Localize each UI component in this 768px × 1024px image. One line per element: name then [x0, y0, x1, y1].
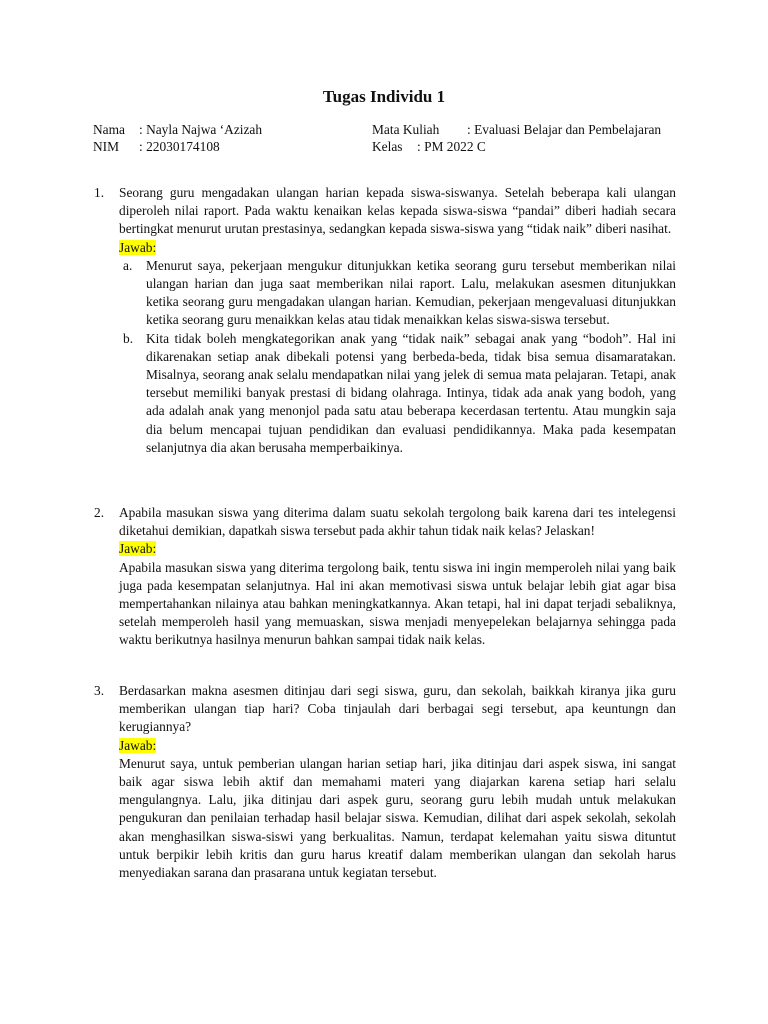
question-text: Berdasarkan makna asesmen ditinjau dari segi siswa, guru, dan sekolah, baikkah kiranya jika guru memberikan ulangan tiap hari? Coba tinjaulah dari berbagai segi tersebut, apa keuntungn dan kerugiannya?	[119, 683, 676, 735]
answer-label: Jawab:	[119, 541, 157, 557]
class-value: : PM 2022 C	[417, 139, 486, 154]
question-number: 1.	[94, 185, 105, 200]
course-row	[372, 122, 661, 138]
answer-item-text: Kita tidak boleh mengkategorikan anak yang “tidak naik” sebagai anak yang “bodoh”. Hal ini dikarenakan setiap anak dibekali potensi yang berbeda-beda, tidak bisa semua disamaratakan. Misalnya, seorang anak selalu mendapatkan nilai yang jelek di semua mata pelajaran. Tetapi, anak tersebut memiliki banyak prestasi di bidang olahraga. Intinya, tidak ada anak yang bodoh, yang ada adalah anak yang menonjol pada satu atau beberapa kecerdasan tertentu. Atau mungkin saja dia belum mencapai tujuan pendidikan dan evaluasi pendidikannya. Maka pada kesempatan selanjutnya dia akan berusaha memperbaikinya.	[146, 330, 676, 455]
question-1	[94, 184, 676, 457]
course-value: : Evaluasi Belajar dan Pembelajaran	[467, 122, 662, 137]
nim-value: : 22030174108	[139, 139, 220, 154]
answer-text: Menurut saya, untuk pemberian ulangan harian setiap hari, jika ditinjau dari aspek siswa, ini sangat baik agar siswa lebih aktif dan memahami materi yang diajarkan karena setiap hari selalu mengulangnya. Lalu, jika ditinjau dari aspek guru, seorang guru lebih mudah untuk melakukan pengukuran dan penilaian terhadap hasil belajar siswa. Kemudian, dilihat dari aspek sekolah, sekolah akan menghasilkan siswa-siswi yang berkualitas. Namun, terdapat kelemahan yaitu siswa dituntut untuk berpikir lebih kritis dan guru harus kreatif dalam memberikan ulangan dan sekolah harus menyediakan sarana dan prasarana untuk kegiatan tersebut.	[119, 755, 676, 881]
answer-text: Apabila masukan siswa yang diterima tergolong baik, tentu siswa ini ingin memperoleh nilai yang baik juga pada kesempatan selanjutnya. Hal ini akan memotivasi siswa untuk belajar lebih giat agar bisa mempertahankan nilainya atau bahkan meningkatkannya. Akan tetapi, hal ini dapat terjadi sebaliknya, setelah memperoleh hasil yang memuaskan, siswa menjadi menyepelekan belajarnya sehingga pada waktu berikutnya hasilnya menurun bahkan sampai tidak naik kelas.	[119, 559, 676, 648]
answer-item-a	[119, 257, 676, 330]
question-text: Apabila masukan siswa yang diterima dalam suatu sekolah tergolong baik karena dari tes intelegensi diketahui demikian, dapatkah siswa tersebut pada akhir tahun tidak naik kelas? Jelaskan!	[119, 505, 676, 539]
answer-item-b	[119, 330, 676, 457]
question-2	[94, 504, 676, 650]
answer-item-label: a.	[123, 257, 133, 273]
student-name-row	[93, 122, 262, 138]
question-3	[94, 682, 676, 882]
course-label: Mata Kuliah	[372, 122, 440, 137]
question-text: Seorang guru mengadakan ulangan harian kepada siswa-siswanya. Setelah beberapa kali ulangan diperoleh nilai raport. Pada waktu kenaikan kelas kepada siswa-siswa “pandai” diberi hadiah secara bertingkat menurut urutan prestasinya, sedangkan kepada siswa-siswa yang “tidak naik” diberi nasihat.	[119, 185, 676, 237]
answer-item-text: Menurut saya, pekerjaan mengukur ditunjukkan ketika seorang guru tersebut memberikan nilai ulangan harian dan juga saat memberikan nilai raport. Lalu, melakukan asesmen ditunjukkan ketika seorang guru mengadakan ulangan harian. Kemudian, pekerjaan mengevaluasi ditunjukkan ketika seorang guru menaikkan kelas atau tidak menaikkan kelas siswa-siswa tersebut.	[146, 257, 676, 328]
name-label: Nama	[93, 122, 125, 137]
answer-item-label: b.	[123, 330, 134, 346]
answer-label: Jawab:	[119, 737, 157, 753]
student-nim-row	[93, 139, 220, 155]
name-value: : Nayla Najwa ‘Azizah	[139, 122, 263, 137]
question-number: 3.	[94, 683, 105, 698]
answer-label: Jawab:	[119, 239, 157, 255]
class-row	[372, 139, 486, 155]
nim-label: NIM	[93, 139, 120, 154]
document-title: Tugas Individu 1	[322, 87, 446, 106]
class-label: Kelas	[372, 139, 403, 154]
question-number: 2.	[94, 505, 105, 520]
